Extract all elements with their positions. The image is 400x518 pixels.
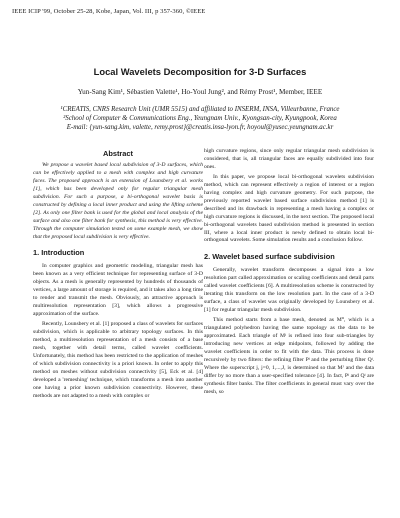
body-paragraph: In computer graphics and geometric modeling, triangular mesh has been known as a very efficient technique for representing surface of 3-D objects. As a mesh is generally represented by hundreds of thousands of vertices, a large amount of storage is required, and it takes also a long time to render and transmit the mesh. Obviously, an attractive approach is multiresolution representation [3], which allows a progressive approximation of the surface. <box>33 263 203 318</box>
abstract-text: We propose a wavelet based local subdivision of 3-D surfaces, which can be effectively applied to a mesh with complex and high curvature faces. The proposed approach is an extension of Lounsbery et al. works [1], which has been developed only for regular triangular mesh subdivision. For such a purpose, a bi-orthogonal wavelet basis is constructed by defining a local inner product and using the lifting scheme [2]. As only one filter bank is used for the global and local analysis of the surface and also one filter bank for synthesis, this method is very effective. Through the computer simulation tested on some example mesh, we show that the proposed local subdivision is very effective. <box>33 161 203 240</box>
body-paragraph: Generally, wavelet transform decomposes a signal into a low resolution part called approximation or scaling coefficients and detail parts called wavelet coefficients [6]. A multiresolution scheme is constructed by iterating this transform on the low resolution part. In the case of a 3-D surface, a class of wavelet was originally developed by Lounsbery et al. [1] for regular triangular mesh subdivision. <box>204 267 374 314</box>
section-heading-introduction: 1. Introduction <box>33 248 85 258</box>
left-column <box>33 148 203 403</box>
affiliation-1: ¹CREATIS, CNRS Research Unit (UMR 5515) and affiliated to INSERM, INSA, Villeurbanne, France <box>60 106 340 113</box>
affiliation-2: ²School of Computer & Communications Eng., Yeungnam Univ., Kyongsan-city, Kyungpook, Korea <box>63 115 337 122</box>
abstract-heading: Abstract <box>103 149 133 158</box>
author-list: Yun-Sang Kim¹, Sébastien Valette¹, Ho-Youl Jung², and Rémy Prost¹, Member, IEEE <box>77 88 323 96</box>
body-paragraph: high curvature regions, since only regular triangular mesh subdivision is considered, that is, all triangular faces are equally subdivided into four ones. <box>204 148 374 170</box>
right-column <box>204 148 374 399</box>
running-header: IEEE ICIP '99, October 25-28, Kobe, Japan, Vol. III, p 357-360, ©IEEE <box>12 8 206 15</box>
contact-email: E-mail: {yun-sang.kim, valette, remy.prost}@creatis.insa-lyon.fr, hoyoul@yusec.yeungnam.ac.kr <box>66 124 334 131</box>
paper-title: Local Wavelets Decomposition for 3-D Surfaces <box>93 66 307 77</box>
body-paragraph: In this paper, we propose local bi-orthogonal wavelets subdivision method, which can represent effectively a region of interest or a region having complex and high curvature geometry. For such purpose, the previously reported wavelet based surface subdivision method [1] is described and its drawback in representing a mesh having a complex or high curvature regions is discussed, in the next section. The proposed local bi-orthogonal wavelets based subdivision method is presented in section III, where a local inner product is newly defined to obtain local bi-orthogonal wavelets. Some simulation results and a conclusion follow. <box>204 173 374 244</box>
section-heading-wavelet-subdivision: 2. Wavelet based surface subdivision <box>204 252 335 262</box>
body-paragraph: This method starts from a base mesh, denoted as M⁰, which is a triangulated polyhedron having the same topology as the data to be approximated. Each triangle of Mʲ is refined into four sub-triangles by introducing new vertices at edge midpoints, followed by adding the wavelet coefficients in order to fit with the data. This process is done recursively by two filters: the refining filter Pʲ and the perturbing filter Qʲ. Where the superscript j, j=0, 1,...,J, is determined so that Mᴶ and the data differ by no more than a user-specified tolerance [4]. In fact, Pʲ and Qʲ are synthesis filter banks. The filter coefficients in general must vary over the mesh, so <box>204 317 374 395</box>
body-paragraph: Recently, Lounsbery et al. [1] proposed a class of wavelets for surfaces subdivision, which is applicable to arbitrary topology surfaces. In this method, a multiresolution representation of a mesh consists of a base mesh, together with detail terms, called wavelet coefficients. Unfortunately, this method has been restricted to the application of meshes of which subdivision connectivity is a priori known. In order to apply this method on meshes without subdivision connectivity [5], Eck et al. [4] developed a 'remeshing' technique, which transforms a mesh into another one having a prior known subdivision connectivity. However, these methods are not adapted to a mesh with complex or <box>33 321 203 399</box>
